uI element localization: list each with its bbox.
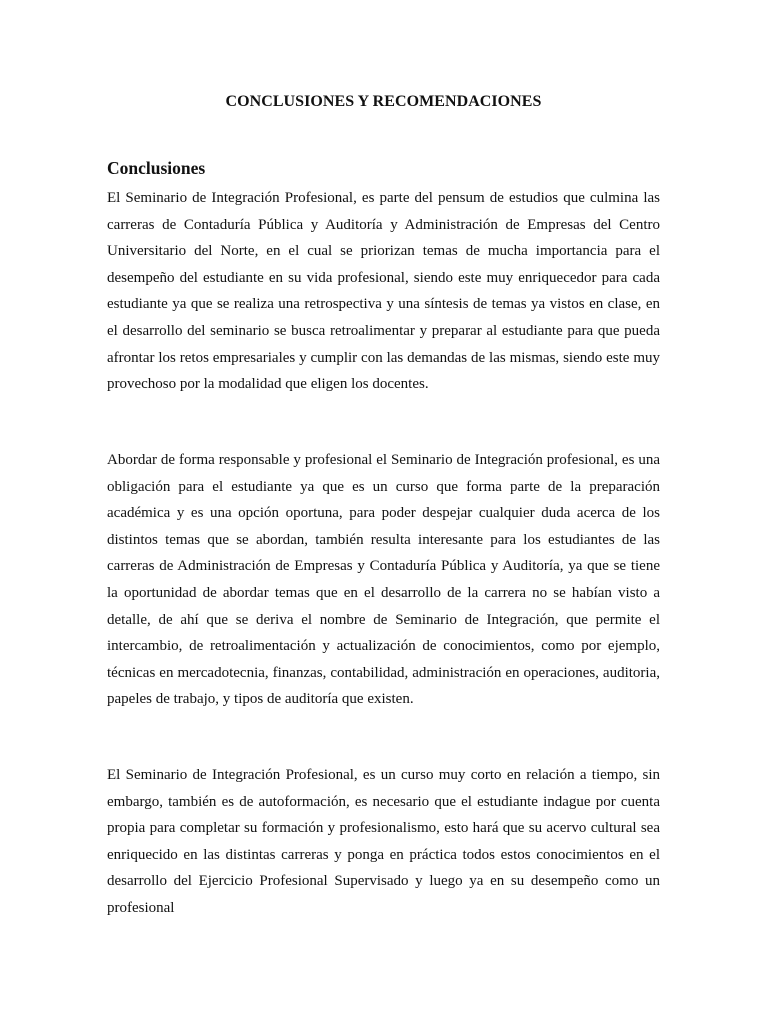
- section-heading-conclusiones: Conclusiones: [107, 158, 206, 178]
- paragraph-3: El Seminario de Integración Profesional, es un curso muy corto en relación a tiempo, sin embargo, también es de autoformación, es necesario que el estudiante indague por cuenta propia para completar su formación y profesionalismo, esto hará que su acervo cultural sea enriquecido en las distintas carreras y ponga en práctica todos estos conocimientos en el desarrollo del Ejercicio Profesional Supervisado y luego ya en su desempeño como un profesional: [107, 767, 660, 916]
- document-title: CONCLUSIONES Y RECOMENDACIONES: [225, 93, 542, 110]
- paragraph-1: El Seminario de Integración Profesional, es parte del pensum de estudios que culmina las carreras de Contaduría Pública y Auditoría y Administración de Empresas del Centro Universitario del Norte, en el cual se priorizan temas de mucha importancia para el desempeño del estudiante en su vida profesional, siendo este muy enriquecedor para cada estudiante ya que se realiza una retrospectiva y una síntesis de temas ya vistos en clase, en el desarrollo del seminario se busca retroalimentar y preparar al estudiante para que pueda afrontar los retos empresariales y cumplir con las demandas de las mismas, siendo este muy provechoso por la modalidad que eligen los docentes.: [107, 190, 660, 393]
- paragraph-2: Abordar de forma responsable y profesional el Seminario de Integración profesional, es una obligación para el estudiante ya que es un curso que forma parte de la preparación académica y es una opción oportuna, para poder despejar cualquier duda acerca de los distintos temas que se abordan, también resulta interesante para los estudiantes de las carreras de Administración de Empresas y Contaduría Pública y Auditoría, ya que se tiene la oportunidad de abordar temas que en el desarrollo de la carrera no se habían visto a detalle, de ahí que se deriva el nombre de Seminario de Integración, que permite el intercambio, de retroalimentación y actualización de conocimientos, como por ejemplo, técnicas en mercadotecnia, finanzas, contabilidad, administración en operaciones, auditoria, papeles de trabajo, y tipos de auditoría que existen.: [107, 452, 660, 708]
